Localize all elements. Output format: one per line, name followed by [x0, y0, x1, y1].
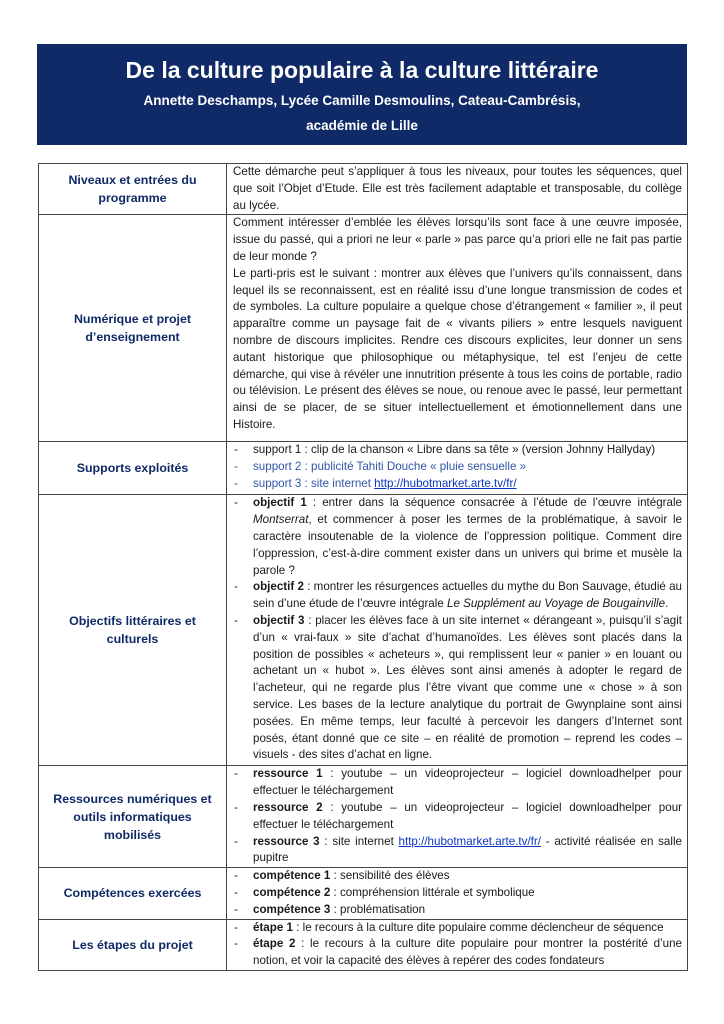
hubotmarket-link-2[interactable]: http://hubotmarket.arte.tv/fr/	[398, 834, 541, 848]
objectif-3-key: objectif 3	[253, 613, 305, 627]
objectif-1-text-b: , et commencer à poser les termes de la problématique, à savoir le caractère insoutenable de la violence de l’oppression politique. Comment dire l’oppression, c’est-à-dire comment exister dans un univers qui brime et musèle la parole ?	[253, 513, 682, 577]
label-etapes: Les étapes du projet	[39, 919, 227, 970]
label-competences: Compétences exercées	[39, 868, 227, 919]
content-supports	[227, 442, 688, 495]
competence-item-2	[233, 885, 682, 902]
work-title-supplement: Le Supplément au Voyage de Bougainville	[447, 597, 666, 611]
content-ressources	[227, 766, 688, 868]
content-numerique	[227, 215, 688, 442]
row-supports	[39, 442, 688, 495]
support-item-2: - support 2 : publicité Tahiti Douche « pluie sensuelle »	[233, 459, 682, 476]
row-numerique	[39, 215, 688, 442]
ressource-3-text-b: - activité réalisée en salle pupitre	[253, 834, 682, 865]
objectif-item-2	[233, 579, 682, 613]
project-table	[38, 163, 688, 971]
etape-item-2	[233, 936, 682, 970]
etape-2-text: : le recours à la culture dite populaire pour montrer la postérité d’une notion, et voir la capacité des élèves à repérer des codes fondateurs	[253, 937, 682, 968]
etape-item-1	[233, 920, 682, 937]
row-niveaux	[39, 164, 688, 215]
competence-item-3	[233, 902, 682, 919]
objectif-3-text: : placer les élèves face à un site internet « dérangeant », puisqu’il s’agit d’un « vrai-faux » site d’achat d’humanoïdes. Les élèves sont placés dans la position de possibles « acheteurs », qui remplissent leur « panier » en louant ou achetant un « hubot ». Les élèves sont ainsi amenés à adopter le regard de l’acheteur, qui ne regarde plus l’être vivant que comme une « chose » à son service. Les bases de la lecture analytique du portrait de Gwynplaine sont ainsi posées. En même temps, leur faculté à percevoir les dangers d’Internet sont posés, étant donné que ce site – en réalité de promotion – reprend les codes – visuels - des sites d’achat en ligne.	[253, 613, 682, 762]
ressource-3-key: ressource 3	[253, 834, 320, 848]
objectifs-list	[233, 495, 682, 764]
label-niveaux: Niveaux et entrées du programme	[39, 164, 227, 215]
support-item-3	[233, 476, 682, 493]
row-objectifs	[39, 495, 688, 766]
header-banner	[37, 44, 687, 145]
objectif-2-text-a: : montrer les résurgences actuelles du mythe du Bon Sauvage, étudié au sein d’une étude de l’œuvre intégrale	[253, 580, 682, 611]
ressource-3-text-a: : site internet	[319, 834, 399, 848]
academy-line: académie de Lille	[306, 118, 418, 133]
work-title-montserrat: Montserrat	[253, 513, 309, 527]
objectif-item-3	[233, 613, 682, 764]
label-supports: Supports exploités	[39, 442, 227, 495]
competence-3-key: compétence 3	[253, 902, 331, 916]
content-etapes	[227, 919, 688, 970]
numerique-paragraph-1: Comment intéresser d’emblée les élèves lorsqu’ils sont face à une œuvre imposée, issue du passé, qui a priori ne leur « parle » pas parce qu’a priori elle ne fait pas partie de leur monde ?	[233, 216, 682, 263]
etape-1-key: étape 1	[253, 920, 293, 934]
competence-item-1	[233, 868, 682, 885]
label-ressources: Ressources numériques et outils informatiques mobilisés	[39, 766, 227, 868]
competence-1-text: : sensibilité des élèves	[330, 869, 450, 883]
etape-1-text: : le recours à la culture dite populaire comme déclencheur de séquence	[292, 920, 664, 934]
competence-2-key: compétence 2	[253, 885, 331, 899]
ressource-item-2	[233, 800, 682, 834]
ressources-list	[233, 766, 682, 867]
content-objectifs	[227, 495, 688, 766]
ressource-2-text: : youtube – un videoprojecteur – logiciel downloadhelper pour effectuer le téléchargement	[253, 800, 682, 831]
competence-2-text: : compréhension littérale et symbolique	[330, 885, 535, 899]
content-competences	[227, 868, 688, 919]
label-objectifs: Objectifs littéraires et culturels	[39, 495, 227, 766]
ressource-item-3	[233, 834, 682, 868]
ressource-item-1	[233, 766, 682, 800]
support-item-1: - support 1 : clip de la chanson « Libre dans sa tête » (version Johnny Hallyday)	[233, 442, 682, 459]
ressource-1-text: : youtube – un videoprojecteur – logiciel downloadhelper pour effectuer le téléchargement	[253, 767, 682, 798]
competence-3-text: : problématisation	[330, 902, 426, 916]
competence-1-key: compétence 1	[253, 869, 331, 883]
label-numerique: Numérique et projet d’enseignement	[39, 215, 227, 442]
supports-list	[233, 442, 682, 492]
ressource-2-key: ressource 2	[253, 800, 323, 814]
objectif-item-1	[233, 495, 682, 579]
competences-list	[233, 868, 682, 918]
content-niveaux: Cette démarche peut s’appliquer à tous les niveaux, pour toutes les séquences, quel que soit l’Objet d’Etude. Elle est très facilement adaptable et transposable, du collège au lycée.	[227, 164, 688, 215]
ressource-1-key: ressource 1	[253, 767, 323, 781]
hubotmarket-link[interactable]: http://hubotmarket.arte.tv/fr/	[374, 476, 517, 490]
numerique-paragraph-2: Le parti-pris est le suivant : montrer aux élèves que l’univers qu’ils connaissent, dans lequel ils se reconnaissent, est en réalité issu d’une longue transmission de codes et de symboles. La culture populaire a quelque chose d’étrangement « familier », il peut apparaître comme un paysage fait de « vivants piliers » entre lesquels naviguent nombre de discours implicites. Rendre ces discours explicites, leur donner un sens autant historique que philosophique ou métaphysique, tel est l’enjeu de cette démarche, qui vise à révéler une innutrition présente à tous les coins de portable, radio ou télévision. Le présent des élèves se noue, ou renoue avec le passé, leur permettant ainsi de se placer, de se situer intellectuellement et émotionnellement dans une Histoire.	[233, 266, 682, 431]
objectif-2-key: objectif 2	[253, 580, 304, 594]
row-etapes	[39, 919, 688, 970]
objectif-1-text-a: : entrer dans la séquence consacrée à l’étude de l’œuvre intégrale	[306, 496, 682, 510]
etape-2-key: étape 2	[253, 937, 296, 951]
row-ressources	[39, 766, 688, 868]
page-title: De la culture populaire à la culture littéraire	[125, 57, 599, 83]
objectif-2-text-b: .	[665, 597, 669, 611]
etapes-list	[233, 920, 682, 970]
author-line: Annette Deschamps, Lycée Camille Desmoulins, Cateau-Cambrésis,	[143, 93, 581, 108]
objectif-1-key: objectif 1	[253, 496, 307, 510]
row-competences	[39, 868, 688, 919]
support-3-text: support 3 : site internet	[253, 476, 375, 490]
